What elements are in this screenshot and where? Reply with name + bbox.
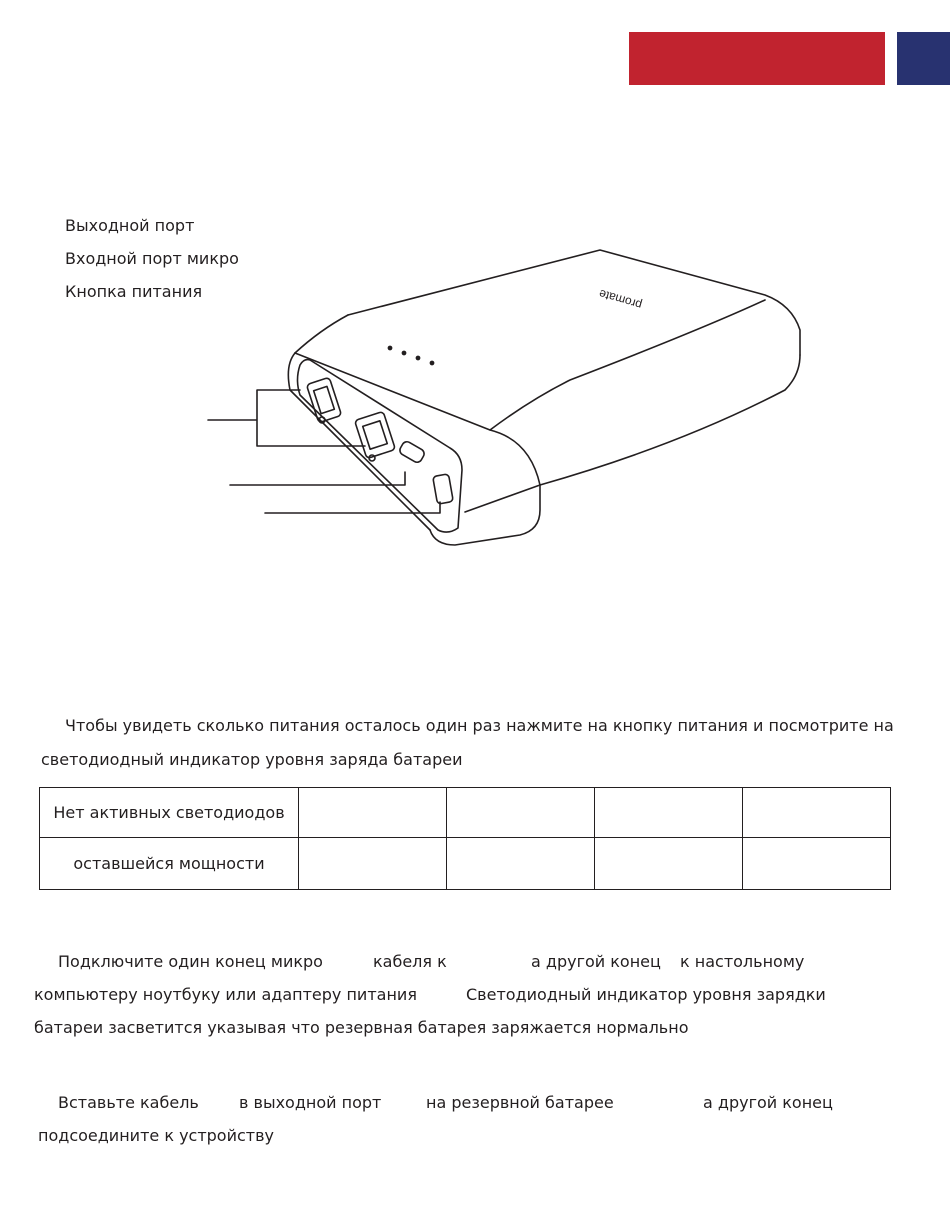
power-bank-illustration-icon — [200, 240, 820, 550]
charging-line1-d: к настольному — [680, 952, 805, 971]
usage-line1-b: в выходной порт — [239, 1093, 382, 1112]
table-cell — [447, 838, 595, 890]
table-cell — [743, 788, 891, 838]
brand-logo: promate — [597, 286, 644, 313]
charging-line2-b: Светодиодный индикатор уровня зарядки — [466, 985, 826, 1004]
legend-output-port: Выходной порт — [65, 216, 195, 235]
charging-line1-b: кабеля к — [373, 952, 447, 971]
charging-line1-a: Подключите один конец микро — [58, 952, 323, 971]
device-top-outline — [348, 250, 800, 355]
legend-micro-input-port: Входной порт микро — [65, 249, 239, 268]
led-level-table — [39, 787, 891, 890]
usage-line2: подсоедините к устройству — [38, 1126, 275, 1145]
table-row — [40, 838, 891, 890]
usage-line1-c: на резервной батарее — [426, 1093, 614, 1112]
table-cell — [595, 788, 743, 838]
charging-line3: батареи засветится указывая что резервная батарея заряжается нормально — [34, 1018, 689, 1037]
table-row-header: оставшейся мощности — [40, 838, 299, 890]
charging-line2-a: компьютеру ноутбуку или адаптеру питания — [34, 985, 417, 1004]
usage-line1-d: а другой конец — [703, 1093, 833, 1112]
table-row-header: Нет активных светодиодов — [40, 788, 299, 838]
legend-power-button: Кнопка питания — [65, 282, 203, 301]
check-power-line2: светодиодный индикатор уровня заряда батареи — [41, 750, 463, 769]
device-top-left-edge — [295, 315, 348, 353]
table-cell — [595, 838, 743, 890]
header-accent-blue — [897, 32, 950, 85]
usage-line1-a: Вставьте кабель — [58, 1093, 199, 1112]
table-cell — [447, 788, 595, 838]
table-row — [40, 788, 891, 838]
table-cell — [299, 838, 447, 890]
charging-line1-c: а другой конец — [531, 952, 661, 971]
table-cell — [743, 838, 891, 890]
check-power-line1: Чтобы увидеть сколько питания осталось один раз нажмите на кнопку питания и посмотрите на — [65, 716, 894, 735]
table-cell — [299, 788, 447, 838]
header-accent-red — [629, 32, 885, 85]
